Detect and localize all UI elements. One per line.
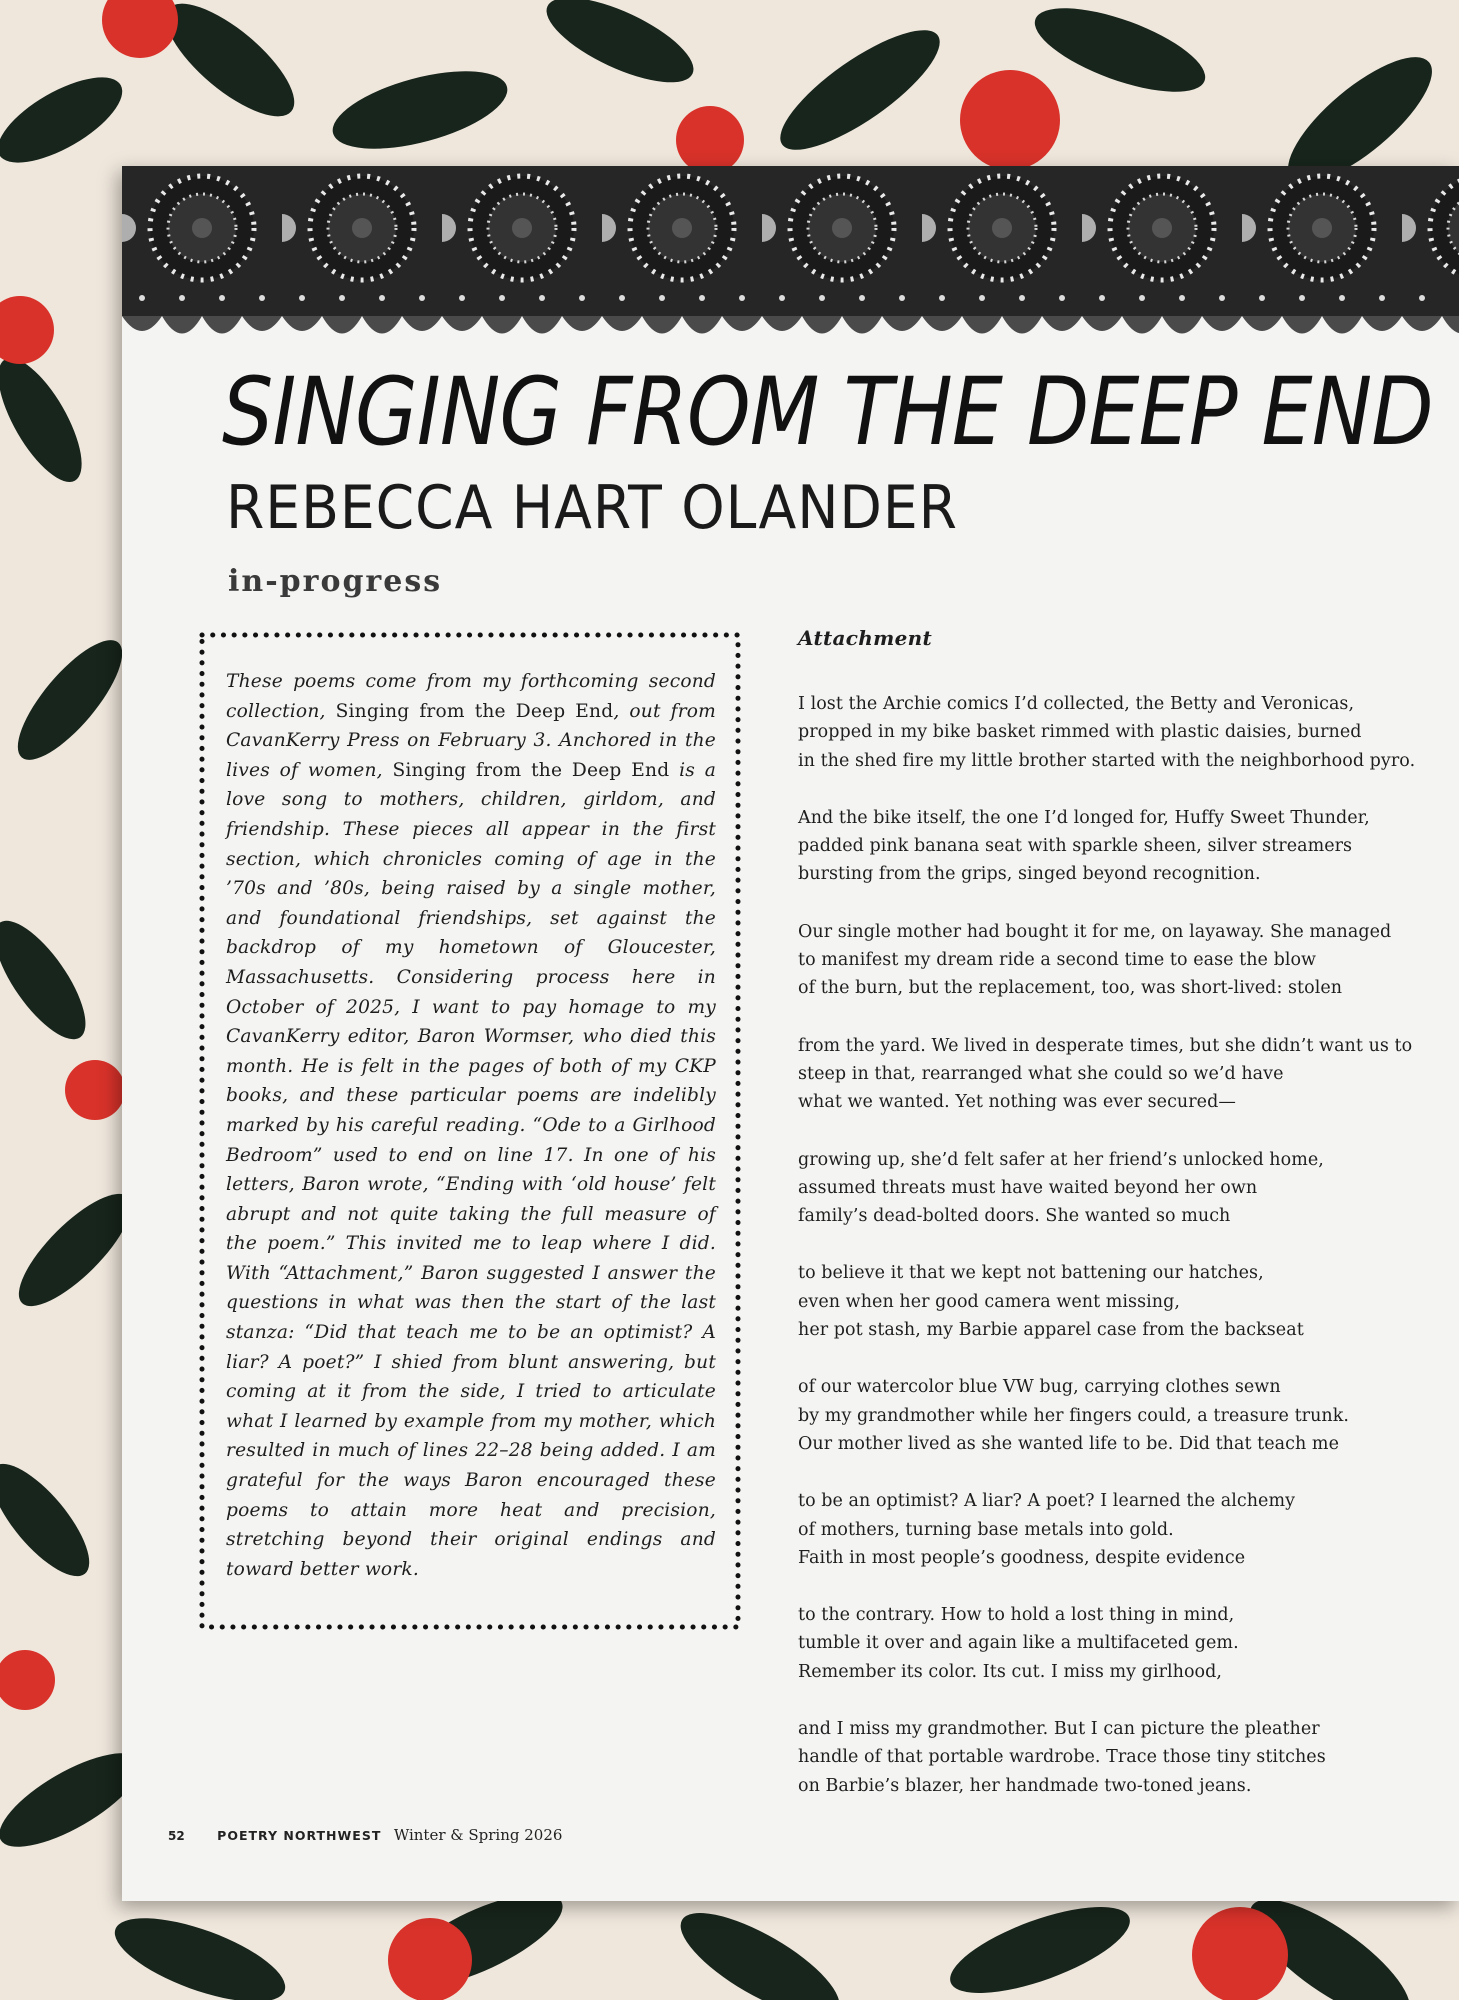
poem-line: growing up, she’d felt safer at her friend’s unlocked home, [798, 1149, 1324, 1170]
poem-stanza [798, 1601, 1448, 1686]
poem-body [798, 690, 1448, 1800]
poem-line: on Barbie’s blazer, her handmade two-toned jeans. [798, 1775, 1252, 1796]
poem-stanza [798, 690, 1448, 775]
poem-stanza [798, 1373, 1448, 1458]
note-segment: Singing from the Deep End [392, 759, 670, 781]
note-segment: These poems come from my forthcoming second collection, [226, 671, 716, 722]
poem-line: in the shed fire my little brother started with the neighborhood pyro. [798, 750, 1416, 771]
poem-line: to be an optimist? A liar? A poet? I learned the alchemy [798, 1491, 1296, 1512]
author-name: REBECCA HART OLANDER [226, 473, 958, 543]
poem [798, 626, 1448, 1829]
editorial-note-text [226, 667, 716, 1584]
poem-line: even when her good camera went missing, [798, 1291, 1180, 1312]
poem-line: of our watercolor blue VW bug, carrying clothes sewn [798, 1377, 1281, 1398]
poem-stanza [798, 1487, 1448, 1572]
poem-stanza [798, 1146, 1448, 1231]
poem-line: handle of that portable wardrobe. Trace those tiny stitches [798, 1747, 1326, 1768]
poem-title: Attachment [798, 626, 932, 650]
poem-line: to manifest my dream ride a second time to ease the blow [798, 950, 1317, 971]
poem-line: Remember its color. Its cut. I miss my girlhood, [798, 1661, 1222, 1682]
poem-line: Our single mother had bought it for me, on layaway. She managed [798, 921, 1392, 942]
lace-border-decoration [122, 166, 1459, 356]
poem-stanza [798, 804, 1448, 889]
poem-line: and I miss my grandmother. But I can picture the pleather [798, 1719, 1320, 1740]
poem-line: assumed threats must have waited beyond her own [798, 1177, 1258, 1198]
poem-line: steep in that, rearranged what she could so we’d have [798, 1063, 1284, 1084]
poem-line: of mothers, turning base metals into gold. [798, 1519, 1174, 1540]
poem-line: And the bike itself, the one I’d longed for, Huffy Sweet Thunder, [798, 807, 1370, 828]
poem-line: tumble it over and again like a multifaceted gem. [798, 1633, 1239, 1654]
poem-stanza [798, 918, 1448, 1003]
poem-line: propped in my bike basket rimmed with plastic daisies, burned [798, 722, 1362, 743]
poem-line: of the burn, but the replacement, too, was short-lived: stolen [798, 978, 1343, 999]
note-segment: is a love song to mothers, children, girldom, and friendship. These pieces all appear in the first section, which chronicles coming of age in the ’70s and ’80s, being raised by a single mother, and foundational friendships, set against the backdrop of my hometown of Gloucester, Massachusetts. Considering process here in October of 2025, I want to pay homage to my CavanKerry editor, Baron Wormser, who died this month. He is felt in the pages of both of my CKP books, and these particular poems are indelibly marked by his careful reading. “Ode to a Girlhood Bedroom” used to end on line 17. In one of his letters, Baron wrote, “Ending with ‘old house’ felt abrupt and not quite taking the full measure of the poem.” This invited me to leap where I did. With “Attachment,” Baron suggested I answer the questions in what was then the start of the last stanza: “Did that teach me to be an optimist? A liar? A poet?” I shied from blunt answering, but coming at it from the side, I tried to articulate what I learned by example from my mother, which resulted in much of lines 22–28 being added. I am grateful for the ways Baron encouraged these poems to attain more heat and precision, stretching beyond their original endings and toward better work. [226, 759, 716, 1580]
poem-line: family’s dead-bolted doors. She wanted so much [798, 1206, 1231, 1227]
poem-line: Faith in most people’s goodness, despite evidence [798, 1547, 1246, 1568]
poem-stanza [798, 1032, 1448, 1117]
poem-line: to believe it that we kept not battening our hatches, [798, 1263, 1264, 1284]
magazine-name: POETRY NORTHWEST [217, 1828, 382, 1843]
poem-line: her pot stash, my Barbie apparel case from the backseat [798, 1320, 1304, 1341]
article-title: SINGING FROM THE DEEP END [222, 358, 1433, 467]
poem-line: bursting from the grips, singed beyond recognition. [798, 864, 1261, 885]
poem-stanza [798, 1715, 1448, 1800]
poem-line: from the yard. We lived in desperate times, but she didn’t want us to [798, 1035, 1413, 1056]
magazine-page [122, 166, 1459, 1901]
poem-stanza [798, 1259, 1448, 1344]
poem-line: what we wanted. Yet nothing was ever secured— [798, 1092, 1236, 1113]
note-segment: Singing from the Deep End [335, 700, 614, 722]
poem-line: to the contrary. How to hold a lost thing in mind, [798, 1605, 1235, 1626]
poem-line: Our mother lived as she wanted life to be. Did that teach me [798, 1433, 1339, 1454]
editorial-note-box [198, 631, 742, 1631]
poem-line: padded pink banana seat with sparkle sheen, silver streamers [798, 836, 1353, 857]
poem-line: by my grandmother while her fingers could, a treasure trunk. [798, 1405, 1349, 1426]
issue-label: Winter & Spring 2026 [393, 1826, 563, 1844]
section-label: in-progress [228, 564, 443, 599]
poem-line: I lost the Archie comics I’d collected, the Betty and Veronicas, [798, 694, 1355, 714]
page-number: 52 [168, 1829, 185, 1843]
note-segment: , out from CavanKerry Press on February 3. Anchored in the lives of women, [226, 700, 717, 781]
page-footer [168, 1826, 562, 1844]
